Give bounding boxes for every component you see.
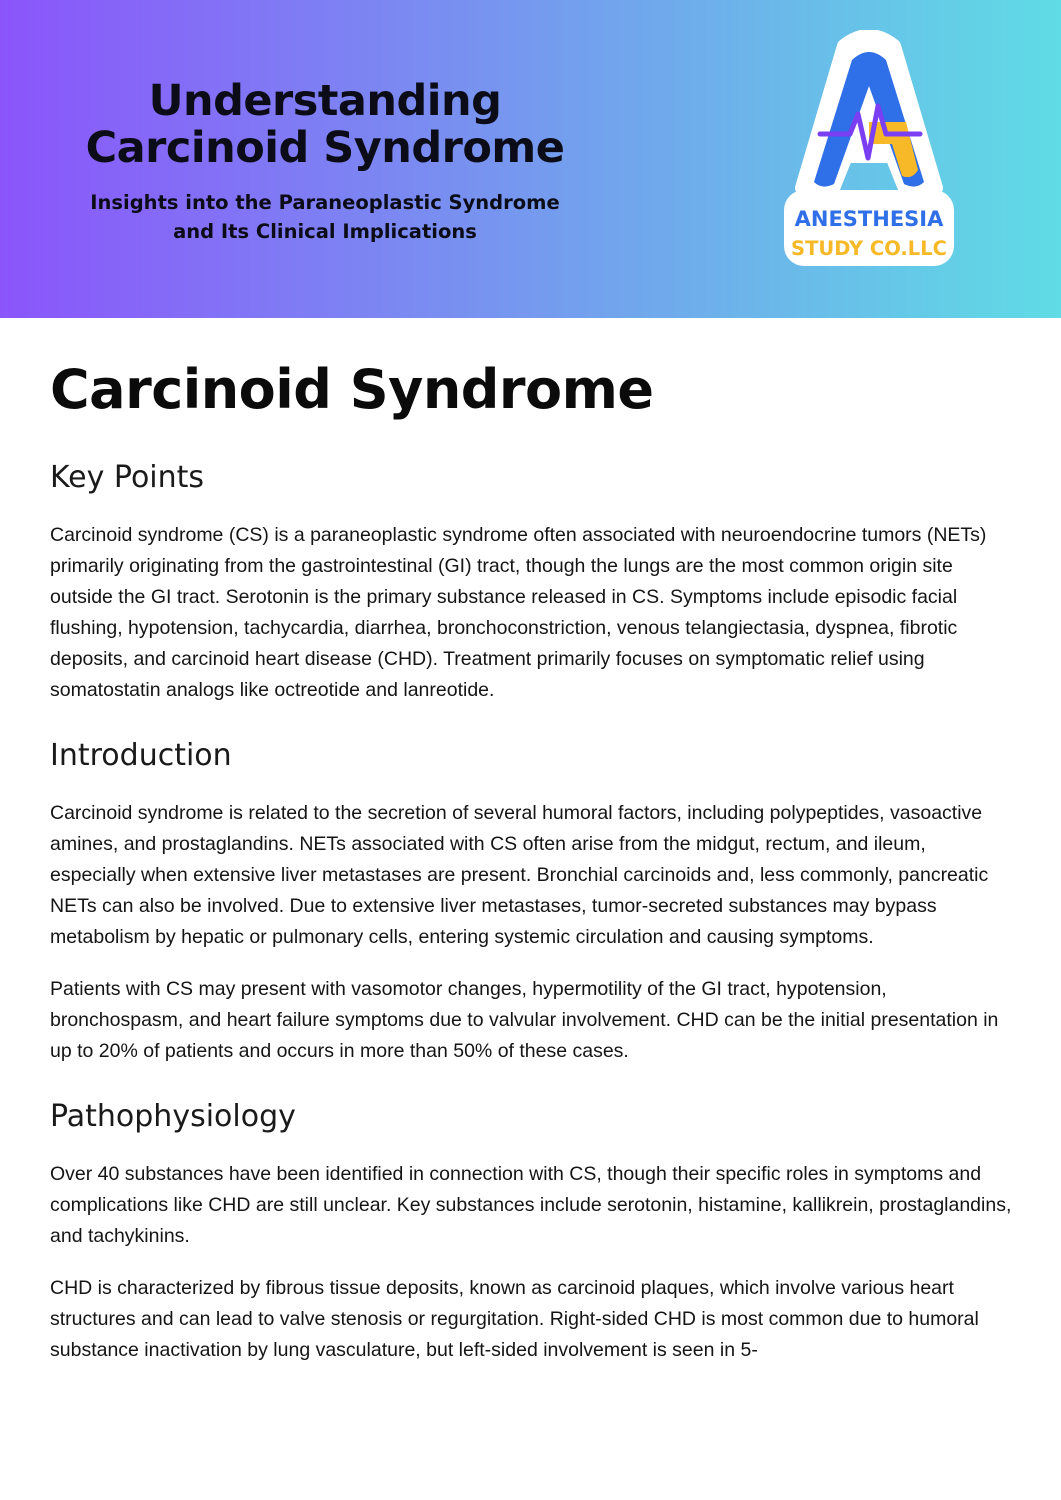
paragraph: Carcinoid syndrome is related to the secretion of several humoral factors, including polypeptides, vasoactive amines, and prostaglandins. NETs associated with CS often arise from the midgut, rectum, and ileum, especially when extensive liver metastases are present. Bronchial carcinoids and, less commonly, pancreatic NETs can also be involved. Due to extensive liver metastases, tumor-secreted substances may bypass metabolism by hepatic or pulmonary cells, entering systemic circulation and causing symptoms. [50, 802, 989, 948]
header-title-line2: Carcinoid Syndrome [85, 123, 565, 173]
header-titles [30, 78, 620, 246]
header-subtitle [30, 188, 620, 246]
logo-graphic [780, 30, 958, 270]
company-logo [780, 30, 958, 270]
paragraph: Patients with CS may present with vasomotor changes, hypermotility of the GI tract, hypotension, bronchospasm, and heart failure symptoms due to valvular involvement. CHD can be the initial presentation in up to 20% of patients and occurs in more than 50% of these cases. [50, 978, 999, 1062]
header-banner [0, 0, 1061, 318]
header-title [30, 78, 620, 172]
paragraph: Carcinoid syndrome (CS) is a paraneoplastic syndrome often associated with neuroendocrine tumors (NETs) primarily originating from the gastrointestinal (GI) tract, though the lungs are the most common origin site outside the GI tract. Serotonin is the primary substance released in CS. Symptoms include episodic facial flushing, hypotension, tachycardia, diarrhea, bronchoconstriction, venous telangiectasia, dyspnea, fibrotic deposits, and carcinoid heart disease (CHD). Treatment primarily focuses on symptomatic relief using somatostatin analogs like octreotide and lanreotide. [50, 524, 987, 701]
section-heading: Pathophysiology [50, 1099, 296, 1134]
logo-line2: STUDY CO.LLC [791, 237, 947, 260]
section-key-points [50, 458, 1015, 706]
paragraph: CHD is characterized by fibrous tissue deposits, known as carcinoid plaques, which involve various heart structures and can lead to valve stenosis or regurgitation. Right-sided CHD is most common due to humoral substance inactivation by lung vasculature, but left-sided involvement is seen in 5- [50, 1277, 979, 1361]
header-subtitle-line2: and Its Clinical Implications [173, 220, 477, 243]
section-heading: Introduction [50, 738, 232, 773]
document-title: Carcinoid Syndrome [50, 358, 654, 421]
paragraph: Over 40 substances have been identified in connection with CS, though their specific roles in symptoms and complications like CHD are still unclear. Key substances include serotonin, histamine, kallikrein, prostaglandins, and tachykinins. [50, 1163, 1012, 1247]
header-title-line1: Understanding [148, 76, 502, 126]
section-pathophysiology [50, 1097, 1015, 1366]
section-heading: Key Points [50, 460, 205, 495]
logo-line1: ANESTHESIA [794, 207, 944, 231]
section-introduction [50, 736, 1015, 1067]
header-subtitle-line1: Insights into the Paraneoplastic Syndrome [90, 191, 560, 214]
document-content [50, 318, 1015, 1366]
